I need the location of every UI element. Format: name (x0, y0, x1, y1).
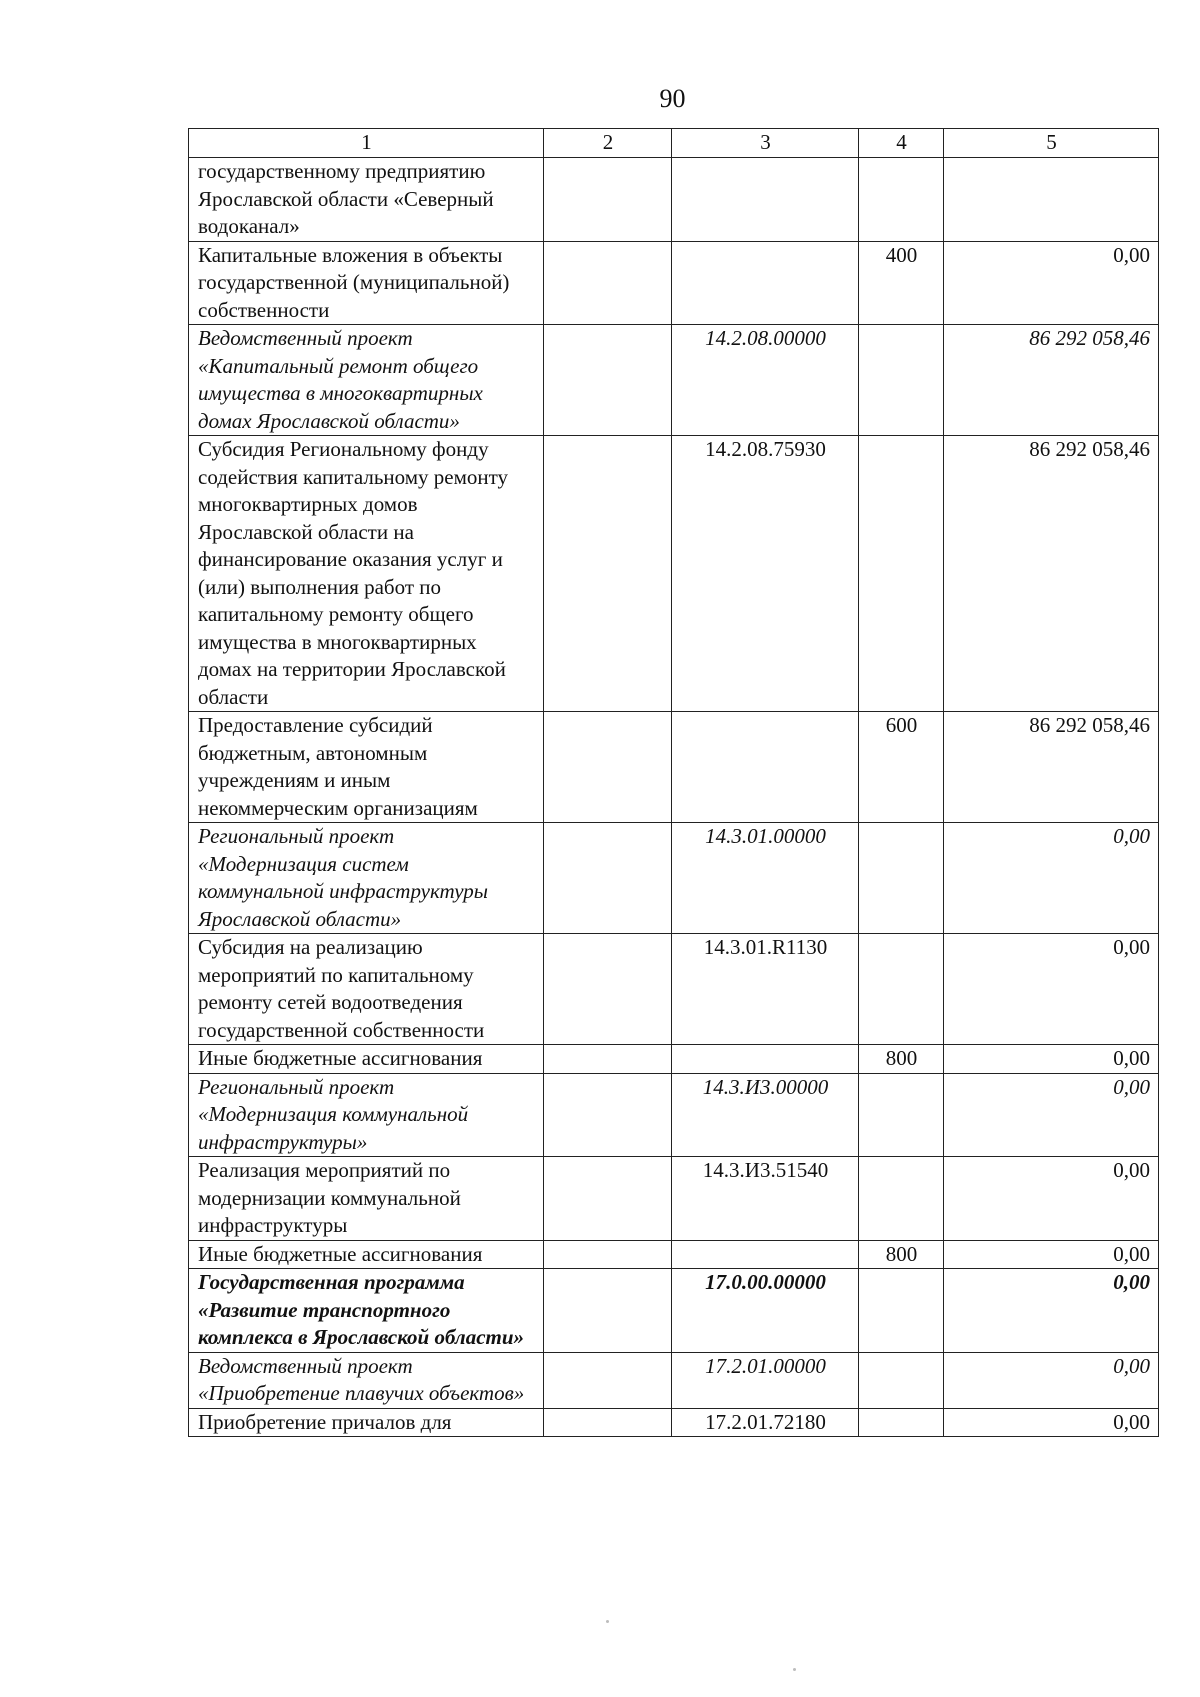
table-row (189, 1240, 1159, 1269)
table-row (189, 712, 1159, 823)
row-col2-cell (544, 934, 672, 1045)
row-name-cell: Региональный проект «Модернизация коммунальной инфраструктуры» (189, 1073, 544, 1157)
row-expense-type-cell (859, 1157, 944, 1241)
row-code-cell: 14.3.01.00000 (672, 823, 859, 934)
table-row (189, 1352, 1159, 1408)
header-col-3: 3 (672, 129, 859, 158)
row-name-cell: Региональный проект «Модернизация систем коммунальной инфраструктуры Ярославской области» (189, 823, 544, 934)
row-expense-type-cell (859, 1073, 944, 1157)
row-amount-cell: 0,00 (944, 1045, 1159, 1074)
row-expense-type-cell: 800 (859, 1045, 944, 1074)
row-expense-type-cell (859, 934, 944, 1045)
row-code-cell (672, 1240, 859, 1269)
table-row (189, 934, 1159, 1045)
row-amount-cell: 0,00 (944, 823, 1159, 934)
header-col-2: 2 (544, 129, 672, 158)
table-row (189, 1073, 1159, 1157)
row-name-cell: Иные бюджетные ассигнования (189, 1240, 544, 1269)
row-col2-cell (544, 1073, 672, 1157)
row-name-cell: Ведомственный проект «Капитальный ремонт общего имущества в многоквартирных домах Ярославской области» (189, 325, 544, 436)
row-amount-cell (944, 158, 1159, 242)
row-code-cell: 14.2.08.75930 (672, 436, 859, 712)
row-code-cell (672, 1045, 859, 1074)
row-amount-cell: 0,00 (944, 1408, 1159, 1437)
row-code-cell (672, 712, 859, 823)
row-amount-cell: 86 292 058,46 (944, 325, 1159, 436)
row-expense-type-cell (859, 1352, 944, 1408)
row-code-cell (672, 241, 859, 325)
row-amount-cell: 0,00 (944, 1240, 1159, 1269)
row-name-cell: Предоставление субсидий бюджетным, автономным учреждениям и иным некоммерческим организациям (189, 712, 544, 823)
row-name-cell: Субсидия на реализацию мероприятий по капитальному ремонту сетей водоотведения государственной собственности (189, 934, 544, 1045)
table-row (189, 1269, 1159, 1353)
row-expense-type-cell (859, 325, 944, 436)
row-name-cell: Капитальные вложения в объекты государственной (муниципальной) собственности (189, 241, 544, 325)
row-code-cell: 14.3.И3.51540 (672, 1157, 859, 1241)
row-col2-cell (544, 325, 672, 436)
row-col2-cell (544, 1352, 672, 1408)
row-expense-type-cell (859, 158, 944, 242)
row-amount-cell: 0,00 (944, 1269, 1159, 1353)
page-number: 90 (659, 84, 686, 113)
row-col2-cell (544, 436, 672, 712)
row-expense-type-cell (859, 1408, 944, 1437)
row-code-cell: 17.0.00.00000 (672, 1269, 859, 1353)
row-name-cell: Иные бюджетные ассигнования (189, 1045, 544, 1074)
budget-table (188, 128, 1159, 1437)
row-name-cell: Приобретение причалов для (189, 1408, 544, 1437)
table-row (189, 158, 1159, 242)
row-expense-type-cell: 400 (859, 241, 944, 325)
row-name-cell: государственному предприятию Ярославской области «Северный водоканал» (189, 158, 544, 242)
row-code-cell: 14.2.08.00000 (672, 325, 859, 436)
table-body (189, 158, 1159, 1437)
row-name-cell: Государственная программа «Развитие транспортного комплекса в Ярославской области» (189, 1269, 544, 1353)
row-col2-cell (544, 823, 672, 934)
row-amount-cell: 0,00 (944, 1352, 1159, 1408)
row-name-cell: Реализация мероприятий по модернизации коммунальной инфраструктуры (189, 1157, 544, 1241)
row-amount-cell: 0,00 (944, 241, 1159, 325)
row-expense-type-cell (859, 823, 944, 934)
row-col2-cell (544, 1240, 672, 1269)
row-expense-type-cell: 800 (859, 1240, 944, 1269)
table-row (189, 241, 1159, 325)
row-name-cell: Субсидия Региональному фонду содействия капитальному ремонту многоквартирных домов Ярославской области на финансирование оказания услуг и (или) выполнения работ по капитальному ремонту общего имущества в многоквартирных домах на территории Ярославской области (189, 436, 544, 712)
row-col2-cell (544, 241, 672, 325)
header-col-4: 4 (859, 129, 944, 158)
row-name-cell: Ведомственный проект «Приобретение плавучих объектов» (189, 1352, 544, 1408)
row-expense-type-cell: 600 (859, 712, 944, 823)
row-amount-cell: 0,00 (944, 1157, 1159, 1241)
table-row (189, 1157, 1159, 1241)
scan-speck (793, 1668, 796, 1671)
row-col2-cell (544, 1269, 672, 1353)
scan-speck (606, 1620, 609, 1623)
row-amount-cell: 86 292 058,46 (944, 712, 1159, 823)
row-amount-cell: 0,00 (944, 934, 1159, 1045)
table-row (189, 325, 1159, 436)
row-code-cell: 17.2.01.00000 (672, 1352, 859, 1408)
table-row (189, 436, 1159, 712)
header-row (189, 129, 1159, 158)
row-code-cell: 14.3.И3.00000 (672, 1073, 859, 1157)
row-amount-cell: 86 292 058,46 (944, 436, 1159, 712)
row-code-cell: 14.3.01.R1130 (672, 934, 859, 1045)
table-header (189, 129, 1159, 158)
row-amount-cell: 0,00 (944, 1073, 1159, 1157)
row-col2-cell (544, 1045, 672, 1074)
table-row (189, 823, 1159, 934)
row-code-cell (672, 158, 859, 242)
table-row (189, 1408, 1159, 1437)
row-col2-cell (544, 1408, 672, 1437)
row-expense-type-cell (859, 436, 944, 712)
table-row (189, 1045, 1159, 1074)
row-col2-cell (544, 1157, 672, 1241)
row-col2-cell (544, 712, 672, 823)
header-col-5: 5 (944, 129, 1159, 158)
row-col2-cell (544, 158, 672, 242)
row-code-cell: 17.2.01.72180 (672, 1408, 859, 1437)
header-col-1: 1 (189, 129, 544, 158)
row-expense-type-cell (859, 1269, 944, 1353)
